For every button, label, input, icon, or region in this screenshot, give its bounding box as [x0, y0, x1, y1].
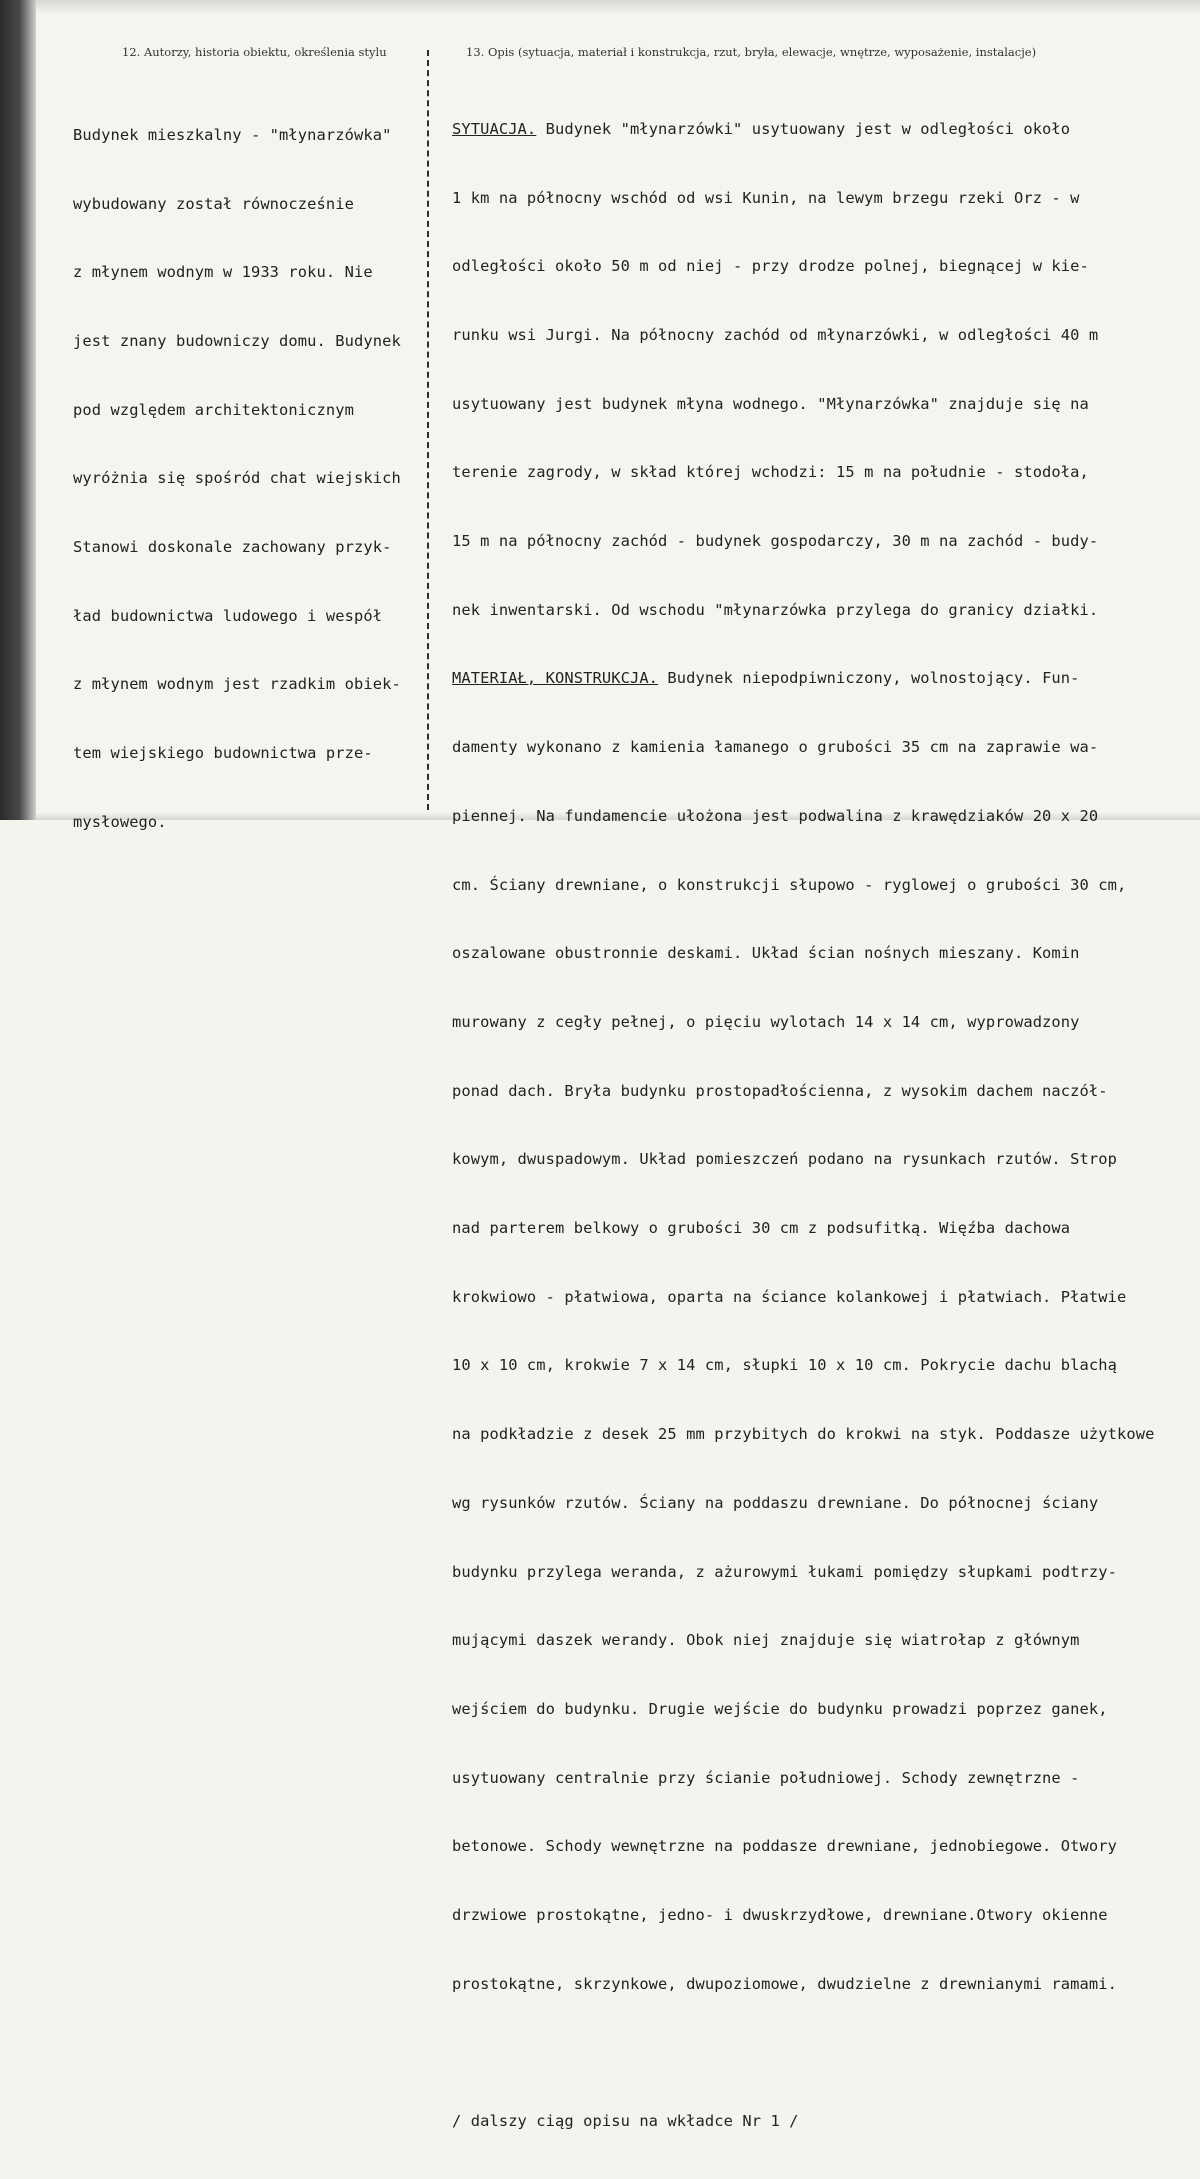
description-line: betonowe. Schody wewnętrzne na poddasze drewniane, jednobiegowe. Otwory — [452, 1837, 1117, 1856]
description-line: oszalowane obustronnie deskami. Układ ścian nośnych mieszany. Komin — [452, 944, 1080, 963]
description-line: odległości około 50 m od niej - przy drodze polnej, biegnącej w kie- — [452, 257, 1089, 276]
description-line: cm. Ściany drewniane, o konstrukcji słupowo - ryglowej o grubości 30 cm, — [452, 875, 1127, 894]
history-line: wybudowany został równocześnie — [73, 194, 354, 213]
description-text — [452, 72, 1154, 2179]
description-line: usytuowany centralnie przy ścianie południowej. Schody zewnętrzne - — [452, 1768, 1080, 1787]
description-line: ponad dach. Bryła budynku prostopadłościenna, z wysokim dachem naczół- — [452, 1081, 1108, 1100]
right-column-header: 13. Opis (sytuacja, materiał i konstrukcja, rzut, bryła, elewacje, wnętrze, wyposażenie, instalacje) — [466, 45, 1037, 59]
description-line: runku wsi Jurgi. Na północny zachód od młynarzówki, w odległości 40 m — [452, 325, 1099, 344]
description-line: 10 x 10 cm, krokwie 7 x 14 cm, słupki 10 x 10 cm. Pokrycie dachu blachą — [452, 1356, 1117, 1375]
description-line-text: Budynek "młynarzówki" usytuowany jest w odległości około — [536, 119, 1071, 138]
continuation-note: / dalszy ciąg opisu na wkładce Nr 1 / — [452, 2112, 799, 2131]
description-line-text: Budynek niepodpiwniczony, wolnostojący. Fun- — [658, 669, 1080, 688]
history-line: z młynem wodnym jest rzadkim obiek- — [73, 675, 401, 694]
description-line: prostokątne, skrzynkowe, dwupoziomowe, dwudzielne z drewnianymi ramami. — [452, 1974, 1117, 1993]
description-line: 1 km na północny wschód od wsi Kunin, na lewym brzegu rzeki Orz - w — [452, 188, 1080, 207]
section-heading-material: MATERIAŁ, KONSTRUKCJA. — [452, 669, 659, 688]
left-column-header: 12. Autorzy, historia obiektu, określenia stylu — [122, 45, 387, 59]
history-line: mysłowego. — [73, 812, 167, 831]
description-line — [452, 118, 1154, 141]
description-line: murowany z cegły pełnej, o pięciu wylotach 14 x 14 cm, wyprowadzony — [452, 1012, 1080, 1031]
history-text — [73, 78, 401, 880]
description-blank-line — [452, 2042, 1154, 2065]
description-line: nek inwentarski. Od wschodu "młynarzówka przylega do granicy działki. — [452, 600, 1099, 619]
description-line: damenty wykonano z kamienia łamanego o grubości 35 cm na zaprawie wa- — [452, 738, 1099, 757]
description-line: wg rysunków rzutów. Ściany na poddaszu drewniane. Do północnej ściany — [452, 1493, 1099, 1512]
description-line: kowym, dwuspadowym. Układ pomieszczeń podano na rysunkach rzutów. Strop — [452, 1150, 1117, 1169]
description-line: 15 m na północny zachód - budynek gospodarczy, 30 m na zachód - budy- — [452, 532, 1099, 551]
section-heading-sytuacja: SYTUACJA. — [452, 119, 537, 138]
scan-left-edge — [0, 0, 36, 820]
description-line: krokwiowo - płatwiowa, oparta na ściance kolankowej i płatwiach. Płatwie — [452, 1287, 1127, 1306]
history-line: wyróżnia się spośród chat wiejskich — [73, 469, 401, 488]
description-line: wejściem do budynku. Drugie wejście do budynku prowadzi poprzez ganek, — [452, 1699, 1108, 1718]
history-line: Budynek mieszkalny - "młynarzówka" — [73, 125, 392, 144]
history-line: ład budownictwa ludowego i wespół — [73, 606, 383, 625]
description-line: terenie zagrody, w skład której wchodzi: 15 m na południe - stodoła, — [452, 463, 1089, 482]
history-line: jest znany budowniczy domu. Budynek — [73, 331, 401, 350]
column-divider — [427, 50, 429, 810]
description-line: na podkładzie z desek 25 mm przybitych do krokwi na styk. Poddasze użytkowe — [452, 1425, 1155, 1444]
description-line: usytuowany jest budynek młyna wodnego. "Młynarzówka" znajduje się na — [452, 394, 1089, 413]
description-line: nad parterem belkowy o grubości 30 cm z podsufitką. Więźba dachowa — [452, 1219, 1071, 1238]
description-line: mującymi daszek werandy. Obok niej znajduje się wiatrołap z głównym — [452, 1631, 1080, 1650]
description-line: piennej. Na fundamencie ułożona jest podwalina z krawędziaków 20 x 20 — [452, 806, 1099, 825]
history-line: tem wiejskiego budownictwa prze- — [73, 744, 373, 763]
scan-top-edge — [36, 0, 1200, 14]
description-line: budynku przylega weranda, z ażurowymi łukami pomiędzy słupkami podtrzy- — [452, 1562, 1117, 1581]
description-line: drzwiowe prostokątne, jedno- i dwuskrzydłowe, drewniane.Otwory okienne — [452, 1906, 1108, 1925]
history-line: Stanowi doskonale zachowany przyk- — [73, 538, 392, 557]
history-line: z młynem wodnym w 1933 roku. Nie — [73, 263, 373, 282]
history-line: pod względem architektonicznym — [73, 400, 354, 419]
description-line — [452, 667, 1154, 690]
